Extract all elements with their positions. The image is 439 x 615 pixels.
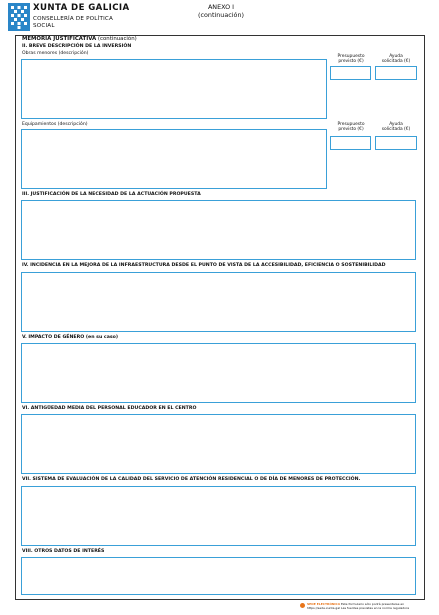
obras-label: Obras menores (descripción)	[22, 51, 89, 56]
section-ii-heading: II. BREVE DESCRIPCIÓN DE LA INVERSIÓN	[22, 44, 132, 49]
footer-note	[300, 603, 435, 613]
footer-line-1: SEDE ELECTRÓNICA Este formulario sólo podrá presentarse en	[307, 602, 405, 606]
obras-presupuesto-field[interactable]	[330, 66, 371, 80]
presupuesto-header-obras: Presupuesto previsto (€)	[337, 54, 365, 65]
sede-icon	[300, 603, 305, 608]
equip-ayuda-field[interactable]	[375, 136, 417, 150]
department-line-1: CONSELLERÍA DE POLÍTICA	[33, 16, 114, 22]
equip-presupuesto-field[interactable]	[330, 136, 371, 150]
footer-line-2: https://sede.xunta.gal Las fuentes previstas en la norma reguladora	[307, 606, 410, 610]
department-line-2: SOCIAL	[33, 23, 55, 29]
equip-description-field[interactable]	[21, 129, 327, 189]
otros-datos-field[interactable]	[21, 557, 416, 595]
incidencia-field[interactable]	[21, 272, 416, 332]
ayuda-header-equip: Ayuda solicitada (€)	[381, 122, 411, 133]
org-name: XUNTA DE GALICIA	[33, 3, 130, 13]
section-iv-heading: IV. INCIDENCIA EN LA MEJORA DE LA INFRAESTRUCTURA DESDE EL PUNTO DE VISTA DE LA ACCESIBILIDAD, EFICIENCIA O SOSTENIBILIDAD	[22, 263, 386, 268]
presupuesto-header-equip: Presupuesto previsto (€)	[337, 122, 365, 133]
annex-subtitle: (continuación)	[197, 11, 244, 19]
impacto-genero-field[interactable]	[21, 343, 416, 403]
justificacion-field[interactable]	[21, 200, 416, 260]
evaluacion-calidad-field[interactable]	[21, 486, 416, 546]
department-name	[33, 16, 143, 30]
equip-label: Equipamientos (descripción)	[22, 122, 88, 127]
antiguedad-field[interactable]	[21, 414, 416, 474]
galicia-shield-icon	[8, 3, 30, 31]
annex-title: ANEXO I	[207, 3, 235, 11]
memoria-title: MEMORIA JUSTIFICATIVA (continuación)	[22, 36, 137, 42]
obras-ayuda-field[interactable]	[375, 66, 417, 80]
obras-description-field[interactable]	[21, 59, 327, 119]
section-vi-heading: VI. ANTIGÜEDAD MEDIA DEL PERSONAL EDUCADOR EN EL CENTRO	[22, 406, 197, 411]
ayuda-header-obras: Ayuda solicitada (€)	[381, 54, 411, 65]
xunta-logo	[8, 3, 178, 33]
section-vii-heading: VII. SISTEMA DE EVALUACIÓN DE LA CALIDAD DEL SERVICIO DE ATENCIÓN RESIDENCIAL O DE DÍA DE MENORES DE PROTECCIÓN.	[22, 477, 361, 482]
section-viii-heading: VIII. OTROS DATOS DE INTERÉS	[22, 549, 105, 554]
annex-heading	[185, 3, 257, 19]
section-v-heading: V. IMPACTO DE GÉNERO (en su caso)	[22, 335, 119, 340]
section-iii-heading: III. JUSTIFICACIÓN DE LA NECESIDAD DE LA ACTUACIÓN PROPUESTA	[22, 192, 201, 197]
